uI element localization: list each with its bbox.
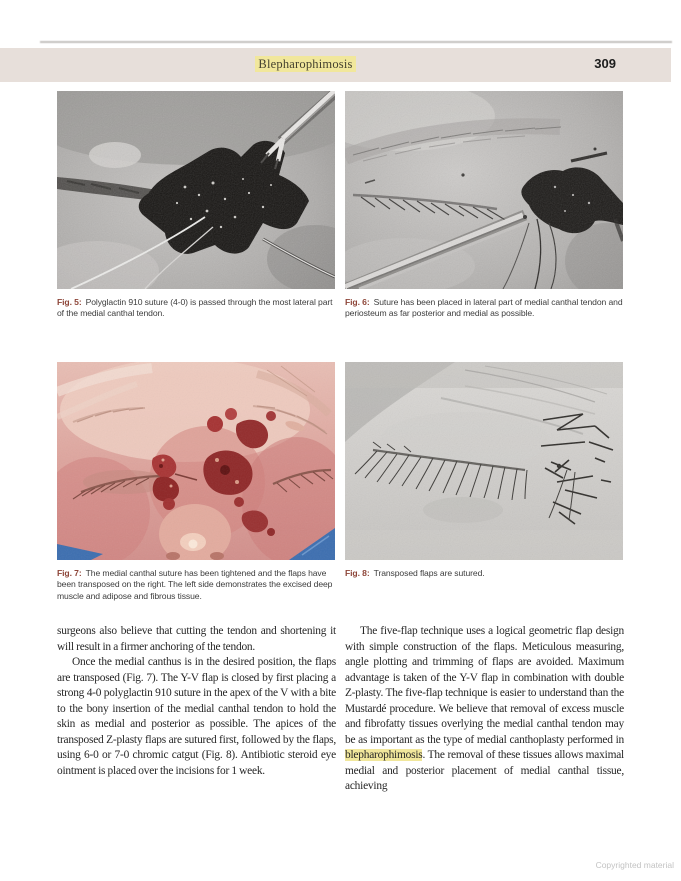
page-number: 309	[594, 56, 616, 71]
figure7-caption-text: The medial canthal suture has been tightened and the flaps have been transposed on the right. The left side demonstrates the excised deep muscle and adipose and fibrous tissue.	[57, 568, 333, 601]
paragraph-five-flap	[345, 624, 624, 795]
body-column-right	[345, 624, 624, 795]
paragraph-text-after-highlight: . The removal of these tissues allows maximal medial and posterior placement of medial canthal tissue, achieving	[345, 749, 624, 792]
surgical-photo-fig6	[345, 91, 623, 289]
figure8-caption-text: Transposed flaps are sutured.	[373, 568, 485, 578]
figure7-photo	[57, 362, 335, 560]
search-highlight-word: blepharophimosis	[345, 749, 423, 761]
surgical-photo-fig5	[57, 91, 335, 289]
paragraph-transpose-flaps: Once the medial canthus is in the desired position, the flaps are transposed (Fig. 7). The Y-V flap is closed by first placing a strong 4-0 polyglactin 910 suture in the apex of the V with a bite to the bony insertion of the medial canthal tendon to hold the skin as medial and posterior as possible. The apices of the transposed Z-plasty flaps are sutured first, followed by the flaps, using 6-0 or 7-0 chromic catgut (Fig. 8). Antibiotic steroid eye ointment is placed over the incisions for 1 week.	[57, 656, 336, 777]
surgical-photo-fig7	[57, 362, 335, 560]
figure6-photo	[345, 91, 623, 289]
running-head-bar	[0, 48, 671, 82]
figure5-caption-text: Polyglactin 910 suture (4-0) is passed through the most lateral part of the medial canthal tendon.	[57, 297, 333, 319]
figure5-caption	[57, 297, 336, 320]
paragraph-continued: surgeons also believe that cutting the tendon and shortening it will result in a firmer anchoring of the tendon.	[57, 625, 336, 653]
figure7-caption-label: Fig. 7:	[57, 568, 82, 578]
figure6-caption-label: Fig. 6:	[345, 297, 370, 307]
page-top-edge	[40, 41, 672, 43]
body-column-left	[57, 624, 336, 779]
chapter-title-highlight: Blepharophimosis	[255, 56, 355, 72]
figure8-caption	[345, 568, 624, 579]
chapter-title	[0, 57, 611, 72]
figure6-caption-text: Suture has been placed in lateral part of medial canthal tendon and periosteum as far posterior and medial as possible.	[345, 297, 623, 319]
copyright-watermark: Copyrighted material	[595, 860, 674, 870]
figure7-caption	[57, 568, 336, 602]
paragraph-text-before-highlight: The five-flap technique uses a logical geometric flap design with simple construction of the flaps. Meticulous measuring, angle plotting and trimming of flaps are avoided. Maximum advantage is taken of the Y-V flap in combination with double Z-plasty. The five-flap technique is easier to understand than the Mustardé procedure. We believe that removal of excess muscle and fibrofatty tissues overlying the medial canthal tendon may be as important as the type of medial canthoplasty performed in	[345, 625, 624, 746]
figure5-photo	[57, 91, 335, 289]
figure8-caption-label: Fig. 8:	[345, 568, 370, 578]
surgical-photo-fig8	[345, 362, 623, 560]
figure8-photo	[345, 362, 623, 560]
figure5-caption-label: Fig. 5:	[57, 297, 82, 307]
figure6-caption	[345, 297, 624, 320]
